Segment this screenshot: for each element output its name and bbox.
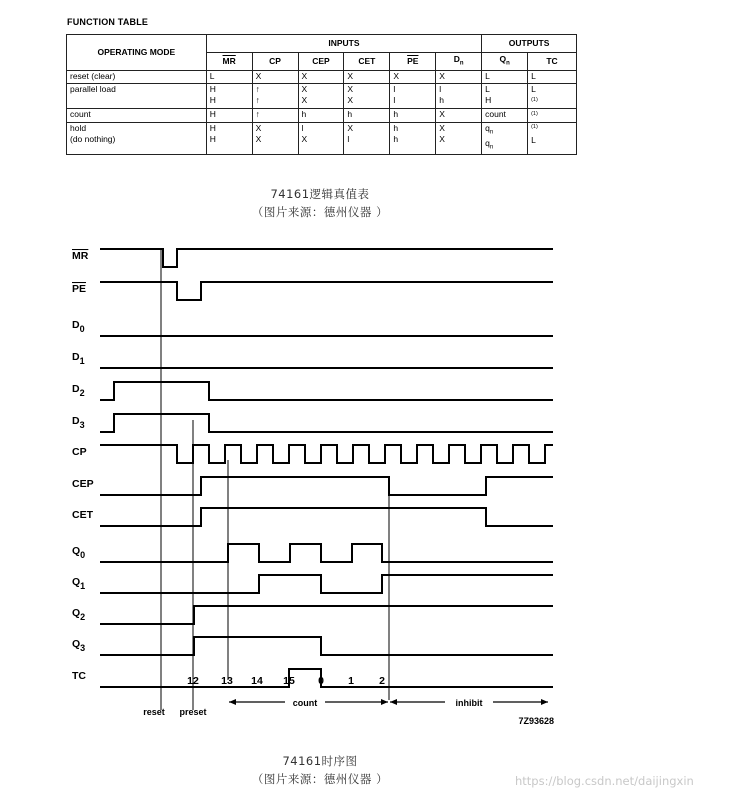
cell-pe: l l [390,84,436,109]
table-caption-source: （图片来源：德州仪器 ） [251,205,389,219]
cell-mode: parallel load [67,84,207,109]
cell-cep: X X [298,84,344,109]
header-inputs: INPUTS [206,35,481,53]
figure-code: 7Z93628 [518,716,554,726]
cell-tc: $^{(1)}$ L [528,122,577,154]
count-tick-label: 13 [221,675,233,687]
function-table-body [67,71,577,155]
signal-labels [72,250,94,682]
cell-dn: l h [436,84,482,109]
cell-tc: L [528,71,577,84]
function-table-title: FUNCTION TABLE [67,17,149,27]
count-tick-label: 2 [379,675,385,687]
watermark: https://blog.csdn.net/daijingxin [515,774,694,788]
inhibit-arrow-left-head [390,699,397,705]
header-tc: TC [528,53,577,71]
cell-cp: ↑ [252,108,298,122]
signal-waveforms [100,249,553,687]
header-cet: CET [344,53,390,71]
header-qn: $Q_n$ [482,53,528,71]
signal-label-d1: D1 [72,351,85,366]
cell-mode: count [67,108,207,122]
cell-qn: L H [482,84,528,109]
cell-mr: H H [206,84,252,109]
cell-cet: h [344,108,390,122]
signal-label-mr: MR [72,250,89,262]
cell-mode: reset (clear) [67,71,207,84]
count-tick-label: 1 [348,675,354,687]
table-caption-title: 74161逻辑真值表 [270,187,370,201]
header-mr: $\overline{MR}$ [206,53,252,71]
count-tick-label: 12 [187,675,199,687]
count-tick-label: 14 [251,675,263,687]
cell-qn: L [482,71,528,84]
count-tick-label: 15 [283,675,295,687]
count-arrow-left-head [229,699,236,705]
reset-label: reset [143,707,165,717]
cell-cet: X l [344,122,390,154]
waveform-q2 [100,606,553,624]
table-row [67,71,577,84]
count-arrow-right-head [381,699,388,705]
signal-label-d2: D2 [72,383,85,398]
header-operating-mode: OPERATING MODE [67,35,207,71]
header-cp: CP [252,53,298,71]
signal-label-d3: D3 [72,415,85,430]
waveform-cp [100,445,553,463]
cell-cet: X X [344,84,390,109]
cell-pe: h [390,108,436,122]
waveform-tc [100,669,553,687]
cell-cep: X [298,71,344,84]
signal-label-cp: CP [72,446,87,458]
signal-label-pe: PE [72,283,87,295]
cell-qn: count [482,108,528,122]
inhibit-arrow-right-head [541,699,548,705]
function-table [66,34,577,155]
table-row [67,108,577,122]
cell-cep: h [298,108,344,122]
count-label: count [292,698,318,708]
waveform-q3 [100,637,553,655]
signal-label-q3: Q3 [72,638,86,653]
header-outputs: OUTPUTS [482,35,577,53]
cell-mode: hold (do nothing) [67,122,207,154]
cell-dn: X [436,108,482,122]
signal-label-tc: TC [72,670,86,682]
cell-cp: X X [252,122,298,154]
cell-mr: H [206,108,252,122]
waveform-pe [100,282,553,300]
cell-cp: X [252,71,298,84]
preset-label: preset [179,707,207,717]
waveform-d2 [100,382,553,400]
cell-cet: X [344,71,390,84]
signal-label-q1: Q1 [72,576,86,591]
header-dn: $D_n$ [436,53,482,71]
signal-label-q0: Q0 [72,545,86,560]
inhibit-label: inhibit [455,698,483,708]
table-caption [0,185,640,221]
timing-caption-title: 74161时序图 [282,754,358,768]
table-row [67,84,577,109]
waveform-q1 [100,575,553,593]
header-pe: $\overline{PE}$ [390,53,436,71]
count-tick-label: 0 [318,675,324,687]
waveform-mr [100,249,553,267]
signal-label-cet: CET [72,509,93,521]
waveform-q0 [100,544,553,562]
signal-label-q2: Q2 [72,607,86,622]
signal-label-d0: D0 [72,319,85,334]
table-row [67,122,577,154]
cell-mr: L [206,71,252,84]
waveform-cet [100,508,553,526]
signal-label-cep: CEP [72,478,94,490]
cell-tc: L $^{(1)}$ [528,84,577,109]
cell-cep: l X [298,122,344,154]
cell-tc: (1) [528,108,577,122]
waveform-cep [100,477,553,495]
cell-mr: H H [206,122,252,154]
header-cep: CEP [298,53,344,71]
timing-diagram [0,235,740,735]
cell-qn: $q_n$ $q_n$ [482,122,528,154]
cell-dn: X [436,71,482,84]
cell-pe: X [390,71,436,84]
cell-cp: ↑ ↑ [252,84,298,109]
waveform-d3 [100,414,553,432]
cell-dn: X X [436,122,482,154]
cell-pe: h h [390,122,436,154]
timing-caption-source: （图片来源：德州仪器 ） [251,772,389,786]
